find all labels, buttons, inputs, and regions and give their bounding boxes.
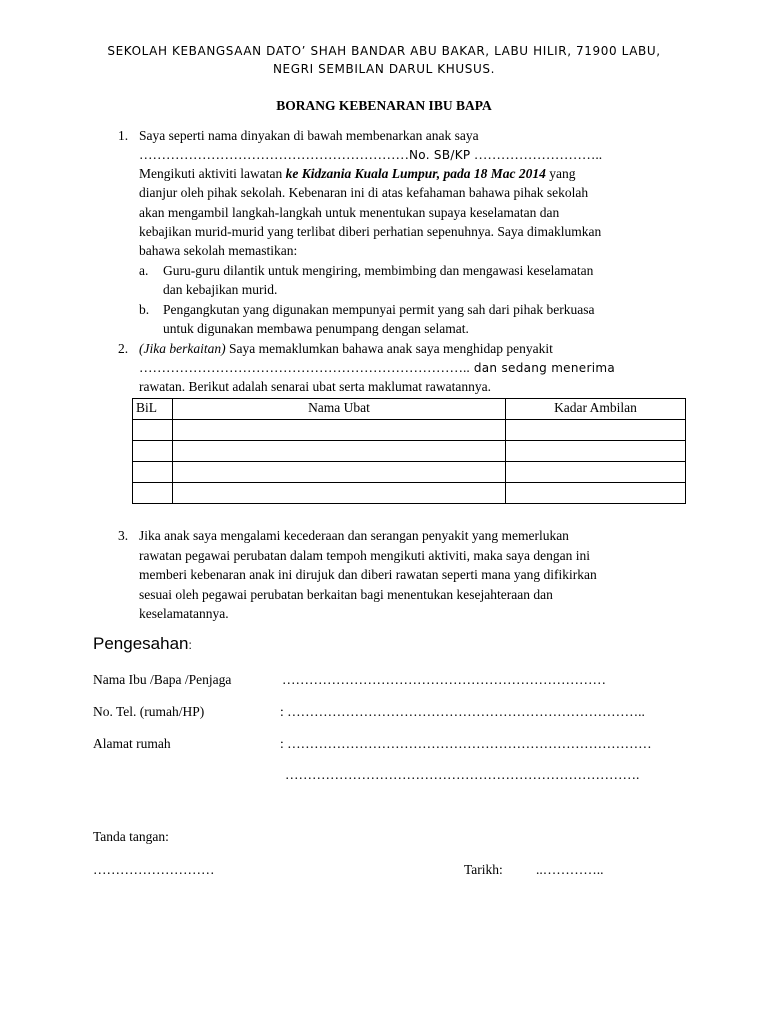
table-cell[interactable] xyxy=(173,441,506,462)
item3-line1: Jika anak saya mengalami kecederaan dan serangan penyakit yang memerlukan xyxy=(139,528,569,543)
item3-line3: memberi kebenaran anak ini dirujuk dan diberi rawatan seperti mana yang difikirkan xyxy=(139,567,597,582)
medication-table xyxy=(132,398,686,504)
table-cell[interactable] xyxy=(173,420,506,441)
table-cell[interactable] xyxy=(133,420,173,441)
table-cell[interactable] xyxy=(506,441,686,462)
item1-b-line2: untuk digunakan membawa penumpang dengan selamat. xyxy=(163,321,469,336)
child-name-dots: …………………………………………………… xyxy=(139,147,409,162)
table-cell[interactable] xyxy=(506,420,686,441)
item2-line2-rest: dan sedang menerima xyxy=(469,361,615,375)
item2-line3: rawatan. Berikut adalah senarai ubat serta maklumat rawatannya. xyxy=(139,379,491,394)
pengesahan-label: Pengesahan xyxy=(93,634,189,653)
item3-line2: rawatan pegawai perubatan dalam tempoh mengikuti aktiviti, maka saya dengan ini xyxy=(139,548,590,563)
item2-line2 xyxy=(139,360,615,376)
address-field-line2[interactable]: ……………………………………………………………………. xyxy=(285,767,640,782)
table-cell[interactable] xyxy=(506,483,686,504)
phone-label: No. Tel. (rumah/HP) xyxy=(93,704,205,719)
table-row xyxy=(133,441,686,462)
form-title: BORANG KEBENARAN IBU BAPA xyxy=(276,98,492,113)
item1-a-line1: Guru-guru dilantik untuk mengiring, membimbing dan mengawasi keselamatan xyxy=(163,263,594,278)
item1-line1: Saya seperti nama dinyakan di bawah membenarkan anak saya xyxy=(139,128,479,143)
parent-name-label: Nama Ibu /Bapa /Penjaga xyxy=(93,672,232,687)
table-cell[interactable] xyxy=(133,462,173,483)
item2-line1 xyxy=(139,341,553,357)
item1-line5: akan mengambil langkah-langkah untuk menentukan supaya keselamatan dan xyxy=(139,205,560,220)
table-cell[interactable] xyxy=(173,483,506,504)
item2-line1-rest: Saya memaklumkan bahawa anak saya menghidap penyakit xyxy=(225,341,553,356)
illness-dots: ……………………………………………………………….. xyxy=(139,360,470,375)
item3-line4: sesuai oleh pegawai perubatan berkaitan bagi menentukan kesejahteraan dan xyxy=(139,587,553,602)
item1-a-line2: dan kebajikan murid. xyxy=(163,282,278,297)
item3-line5: keselamatannya. xyxy=(139,606,229,621)
item1-line3-pre: Mengikuti aktiviti lawatan xyxy=(139,166,286,181)
table-header-row xyxy=(133,399,686,420)
phone-field[interactable]: : …………………………………………………………………….. xyxy=(280,704,645,719)
item1-a-label: a. xyxy=(139,263,149,278)
item1-line6: kebajikan murid-murid yang terlibat diberi perhatian sepenuhnya. Saya dimaklumkan xyxy=(139,224,602,239)
item1-b-line1: Pengangkutan yang digunakan mempunyai permit yang sah dari pihak berkuasa xyxy=(163,302,595,317)
if-applicable-note: (Jika berkaitan) xyxy=(139,341,226,356)
date-label: Tarikh: xyxy=(464,862,503,877)
item1-line2 xyxy=(139,147,602,163)
table-row xyxy=(133,483,686,504)
school-header-line2: NEGRI SEMBILAN DARUL KHUSUS. xyxy=(272,62,495,76)
item1-line3 xyxy=(139,166,576,182)
table-row xyxy=(133,420,686,441)
school-header-line1: SEKOLAH KEBANGSAAN DATO’ SHAH BANDAR ABU BAKAR, LABU HILIR, 71900 LABU, xyxy=(107,44,661,58)
trip-details: ke Kidzania Kuala Lumpur, pada 18 Mac 2014 xyxy=(285,166,546,181)
item1-line7: bahawa sekolah memastikan: xyxy=(139,243,298,258)
table-row xyxy=(133,462,686,483)
item3-number: 3. xyxy=(118,528,129,543)
address-label: Alamat rumah xyxy=(93,736,171,751)
table-cell[interactable] xyxy=(133,441,173,462)
col-header-kadar-ambilan: Kadar Ambilan xyxy=(506,399,686,420)
id-number-dots: ……………………….. xyxy=(470,147,603,162)
pengesahan-colon: : xyxy=(188,638,192,652)
signature-label: Tanda tangan: xyxy=(93,829,169,844)
col-header-bil: BiL xyxy=(133,399,173,420)
table-cell[interactable] xyxy=(506,462,686,483)
table-cell[interactable] xyxy=(133,483,173,504)
item1-b-label: b. xyxy=(139,302,150,317)
item2-number: 2. xyxy=(118,341,129,356)
item1-line3-post: yang xyxy=(545,166,576,181)
address-field-line1[interactable]: : ……………………………………………………………………… xyxy=(280,736,652,751)
signature-field[interactable]: ……………………… xyxy=(93,862,215,877)
item1-number: 1. xyxy=(118,128,129,143)
table-cell[interactable] xyxy=(173,462,506,483)
id-number-label: No. SB/KP xyxy=(409,148,471,162)
col-header-nama-ubat: Nama Ubat xyxy=(173,399,506,420)
pengesahan-heading xyxy=(93,634,192,654)
parent-name-field[interactable]: ……………………………………………………………… xyxy=(282,672,606,687)
item1-line4: dianjur oleh pihak sekolah. Kebenaran ini di atas kefahaman bahawa pihak sekolah xyxy=(139,185,589,200)
date-field[interactable]: ..………….. xyxy=(536,862,604,877)
